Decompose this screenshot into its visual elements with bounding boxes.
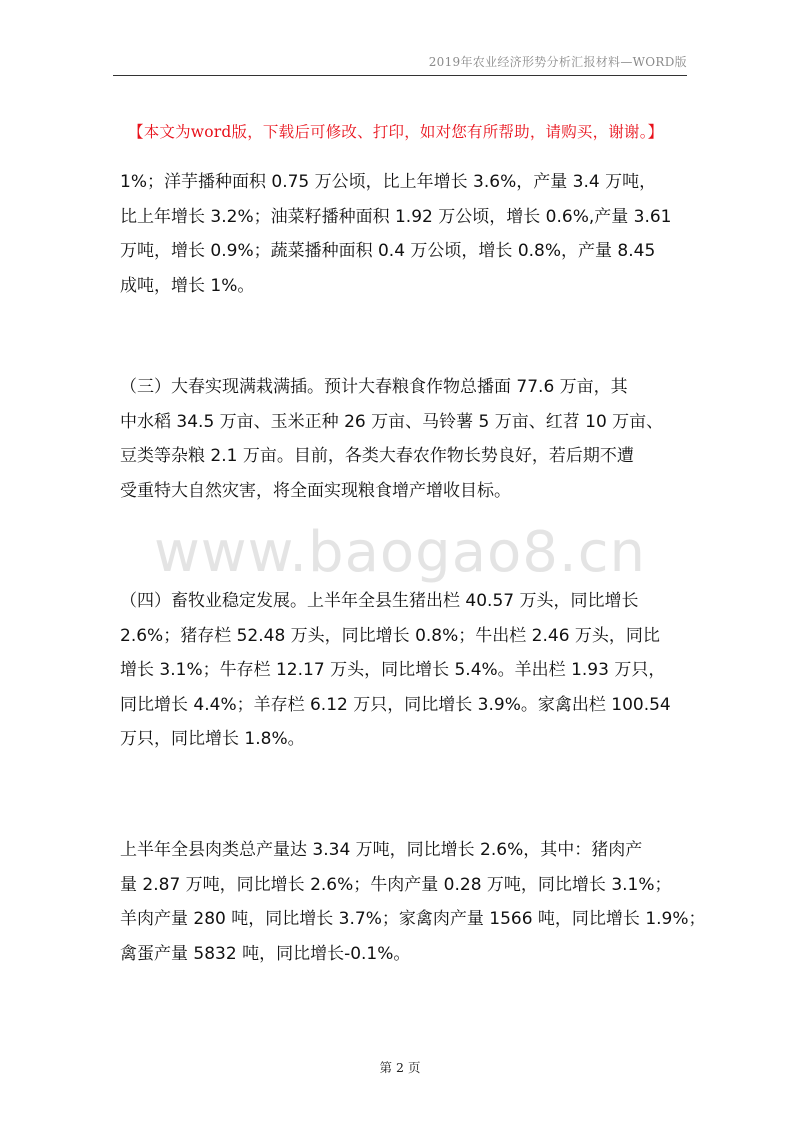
text-line: 万吨，增长 0.9%；蔬菜播种面积 0.4 万公顷，增长 0.8%，产量 8.45: [120, 241, 656, 261]
header-divider: [113, 75, 687, 76]
text-line: （四）畜牧业稳定发展。上半年全县生猪出栏 40.57 万头，同比增长: [120, 591, 639, 611]
text-line: 万只，同比增长 1.8%。: [120, 729, 305, 749]
text-line: 1%；洋芋播种面积 0.75 万公顷，比上年增长 3.6%，产量 3.4 万吨，: [120, 172, 657, 192]
text-line: 量 2.87 万吨，同比增长 2.6%；牛肉产量 0.28 万吨，同比增长 3.1%；: [120, 874, 672, 895]
text-line: 比上年增长 3.2%；油菜籽播种面积 1.92 万公顷，增长 0.6%,产量 3.61: [120, 206, 672, 227]
download-notice: 【本文为word版，下载后可修改、打印，如对您有所帮助，请购买，谢谢。】: [128, 123, 664, 141]
text-line: 2.6%；猪存栏 52.48 万头，同比增长 0.8%；牛出栏 2.46 万头，同比: [120, 625, 660, 646]
text-line: 成吨，增长 1%。: [120, 275, 255, 296]
text-line: 受重特大自然灾害，将全面实现粮食增产增收目标。: [120, 480, 511, 501]
text-line: 羊肉产量 280 吨，同比增长 3.7%；家禽肉产量 1566 吨，同比增长 1.9%；: [120, 909, 706, 929]
running-header: 2019年农业经济形势分析汇报材料—WORD版: [428, 55, 687, 69]
text-line: 豆类等杂粮 2.1 万亩。目前，各类大春农作物长势良好，若后期不遭: [120, 446, 634, 466]
paragraph-meat-output: [120, 833, 706, 971]
paragraph-crop-production: [120, 165, 692, 303]
text-line: 中水稻 34.5 万亩、玉米正种 26 万亩、马铃薯 5 万亩、红苕 10 万亩、: [120, 411, 664, 432]
paragraph-spring-planting: [120, 370, 692, 508]
text-line: （三）大春实现满栽满插。预计大春粮食作物总播面 77.6 万亩，其: [120, 377, 628, 397]
page-number: 第 2 页: [379, 1060, 421, 1075]
paragraph-livestock: [120, 584, 692, 757]
text-line: 禽蛋产量 5832 吨，同比增长-0.1%。: [120, 943, 411, 964]
text-line: 增长 3.1%；牛存栏 12.17 万头，同比增长 5.4%。羊出栏 1.93 万只，: [120, 660, 666, 680]
text-line: 同比增长 4.4%；羊存栏 6.12 万只，同比增长 3.9%。家禽出栏 100.54: [120, 694, 671, 715]
watermark: www.baogao8.cn: [153, 520, 647, 585]
text-line: 上半年全县肉类总产量达 3.34 万吨，同比增长 2.6%，其中：猪肉产: [120, 840, 643, 860]
